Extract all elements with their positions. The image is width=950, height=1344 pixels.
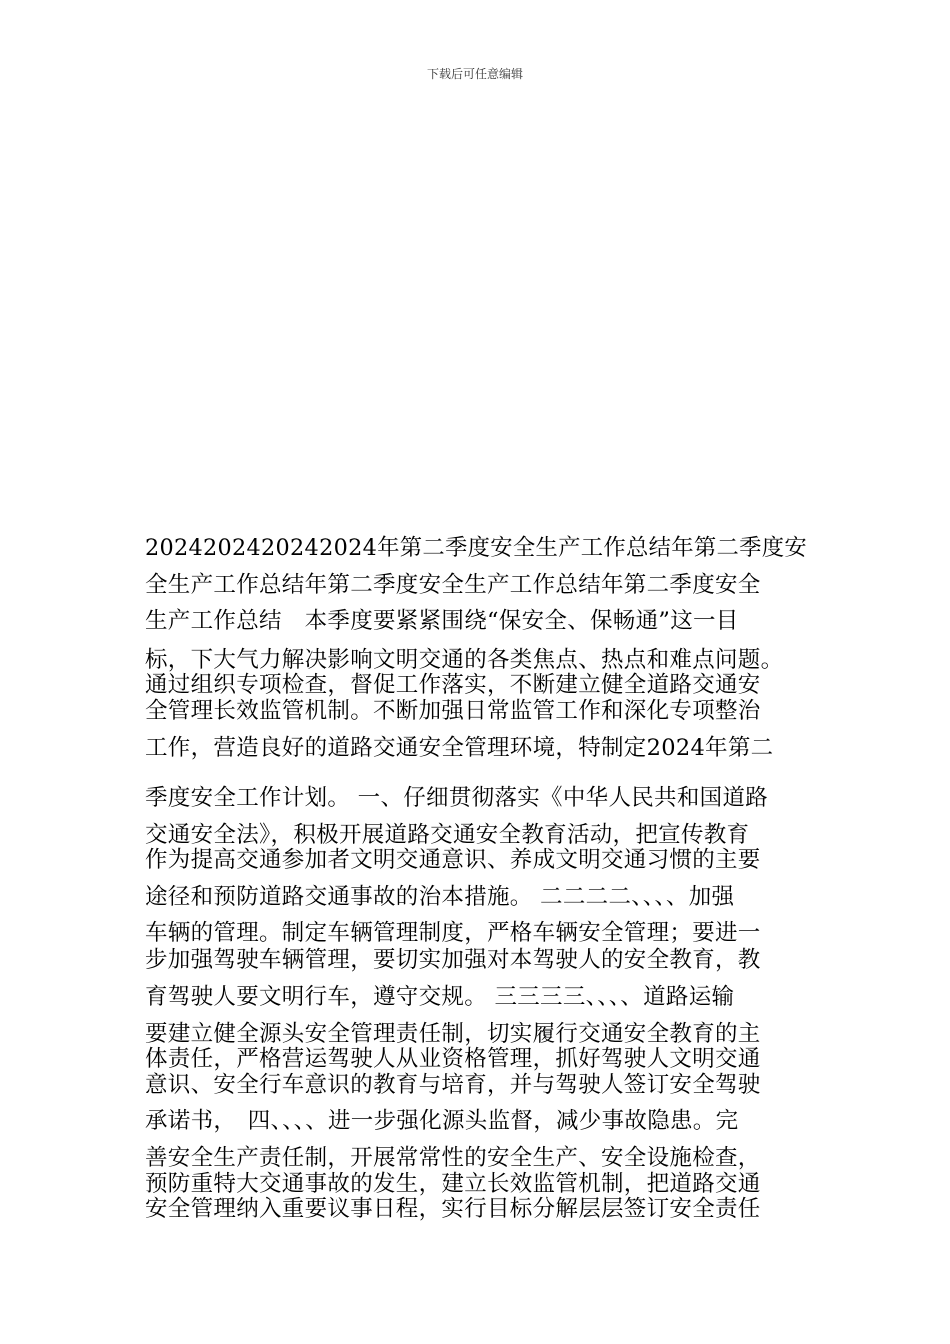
page-header: 下载后可任意编辑: [426, 67, 523, 81]
body-line: 车辆的管理。制定车辆管理制度，严格车辆安全管理；要进一: [145, 920, 761, 946]
body-line: 承诺书， 四、、、、进一步强化源头监督，减少事故隐患。完: [145, 1108, 739, 1134]
body-line: 善安全生产责任制，开展常常性的安全生产、安全设施检查，: [145, 1145, 761, 1171]
body-line: 全管理长效监管机制。不断加强日常监管工作和深化专项整治: [145, 698, 761, 724]
body-line: 育驾驶人要文明行车，遵守交规。 三三三三、、、、道路运输: [145, 984, 735, 1010]
body-line: 作为提高交通参加者文明交通意识、养成文明交通习惯的主要: [145, 847, 761, 873]
body-line: 标，下大气力解决影响文明交通的各类焦点、热点和难点问题。: [145, 647, 784, 673]
body-line: 季度安全工作计划。 一、仔细贯彻落实《中华人民共和国道路: [145, 785, 769, 811]
body-line: 安全管理纳入重要议事日程，实行目标分解层层签订安全责任: [145, 1196, 761, 1222]
body-line: 体责任，严格营运驾驶人从业资格管理，抓好驾驶人文明交通: [145, 1046, 761, 1072]
body-line: 步加强驾驶车辆管理，要切实加强对本驾驶人的安全教育，教: [145, 947, 761, 973]
body-line: 工作，营造良好的道路交通安全管理环境，特制定2024年第二: [145, 735, 774, 761]
body-line: 2024202420242024年第二季度安全生产工作总结年第二季度安: [145, 535, 808, 561]
body-line: 全生产工作总结年第二季度安全生产工作总结年第二季度安全: [145, 572, 761, 598]
body-line: 预防重特大交通事故的发生，建立长效监管机制，把道路交通: [145, 1171, 761, 1197]
body-line: 生产工作总结 本季度要紧紧围绕“保安全、保畅通”这一目: [145, 608, 739, 634]
body-line: 意识、安全行车意识的教育与培育，并与驾驶人签订安全驾驶: [145, 1072, 761, 1098]
body-line: 途径和预防道路交通事故的治本措施。 二二二二、、、、加强: [145, 884, 735, 910]
body-line: 通过组织专项检查，督促工作落实，不断建立健全道路交通安: [145, 672, 761, 698]
body-line: 要建立健全源头安全管理责任制，切实履行交通安全教育的主: [145, 1021, 761, 1047]
body-line: 交通安全法》，积极开展道路交通安全教育活动，把宣传教育: [145, 822, 750, 848]
